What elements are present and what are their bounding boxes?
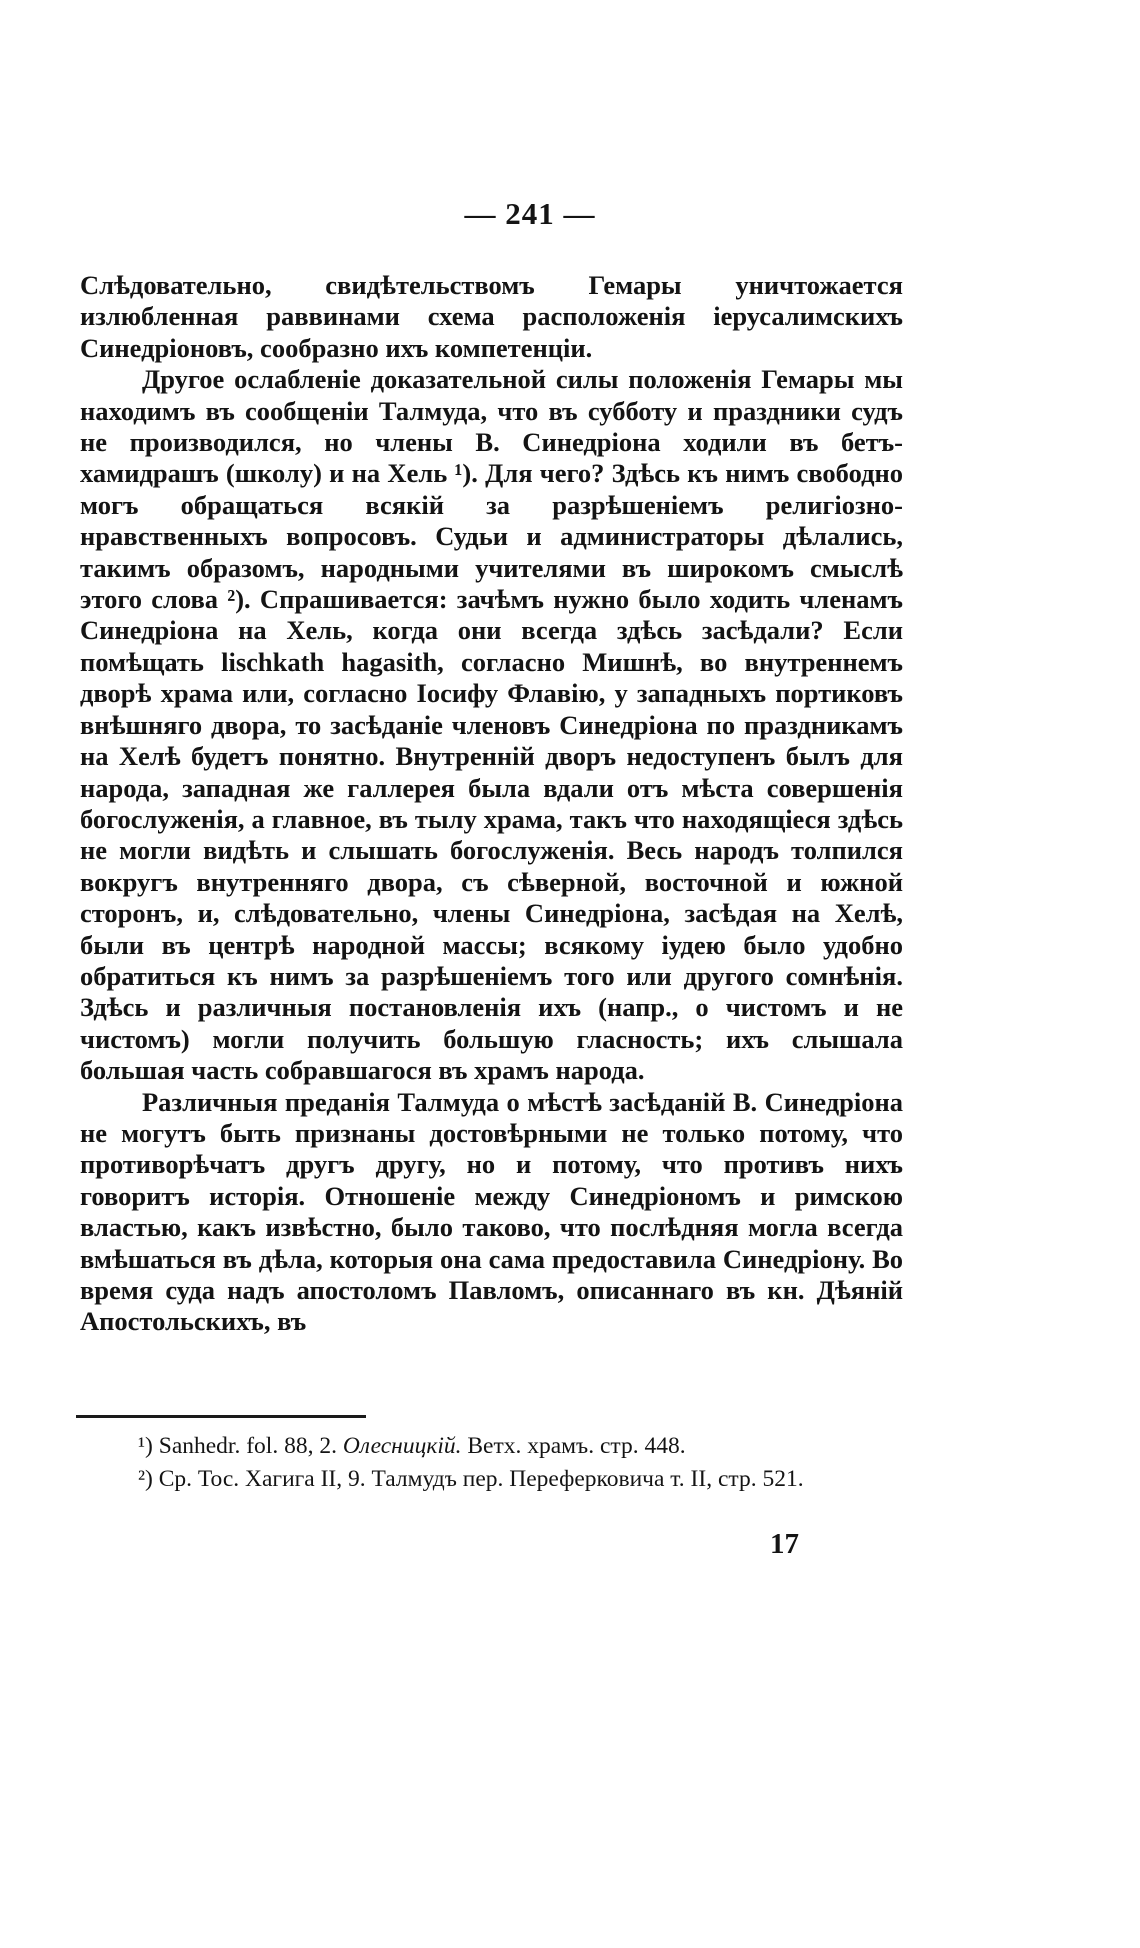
footnote-text: Ветх. храмъ. стр. 448. (461, 1433, 686, 1459)
footnote-text: Sanhedr. fol. 88, 2. (158, 1433, 343, 1459)
page-number-header: — 241 — (464, 196, 596, 231)
main-text (80, 270, 903, 1338)
paragraph: Различныя преданія Талмуда о мѣстѣ засѣданій В. Синедріона не могутъ быть признаны достовѣрными не только потому, что противорѣчатъ другъ другу, но и потому, что противъ нихъ говоритъ исторія. Отношеніе между Синедріономъ и римскою властью, какъ извѣстно, было таково, что послѣдняя могла всегда вмѣшаться въ дѣла, которыя она сама предоставила Синедріону. Во время суда надъ апостоломъ Павломъ, описаннаго въ кн. Дѣяній Апостольскихъ, въ (80, 1086, 903, 1337)
footnote-author: Олесницкій. (342, 1433, 462, 1459)
paragraph: Другое ослабленіе доказательной силы положенія Гемары мы находимъ въ сообщеніи Талмуда, что въ субботу и праздники судъ не производился, но члены В. Синедріона ходили въ бетъ-хамидрашъ (школу) и на Хель ¹). Для чего? Здѣсь къ нимъ свободно могъ обращаться всякій за разрѣшеніемъ религіозно-нравственныхъ вопросовъ. Судьи и администраторы дѣлались, такимъ образомъ, народными учителями въ широкомъ смыслѣ этого слова ²). Спрашивается: зачѣмъ нужно было ходить членамъ Синедріона на Хель, когда они всегда здѣсь засѣдали? Если помѣщать lischkath hagasith, согласно Мишнѣ, во внутреннемъ дворѣ храма или, согласно Іосифу Флавію, у западныхъ портиковъ внѣшняго двора, то засѣданіе членовъ Синедріона по праздникамъ на Хелѣ будетъ понятно. Внутренній дворъ недоступенъ былъ для народа, западная же галлерея была вдали отъ мѣста совершенія богослуженія, а главное, въ тылу храма, такъ что находящіеся здѣсь не могли видѣть и слышать богослуженія. Весь народъ толпился вокругъ внутренняго двора, съ сѣверной, восточной и южной сторонъ, и, слѣдовательно, члены Синедріона, засѣдая на Хелѣ, были въ центрѣ народной массы; всякому іудею было удобно обратиться къ нимъ за разрѣшеніемъ того или другого сомнѣнія. Здѣсь и различныя постановленія ихъ (напр., о чистомъ и не чистомъ) могли получить большую гласность; ихъ слышала большая часть собравшагося въ храмъ народа. (80, 364, 903, 1086)
paragraph: Слѣдовательно, свидѣтельствомъ Гемары уничтожается излюбленная раввинами схема расположенія іерусалимскихъ Синедріоновъ, сообразно ихъ компетенціи. (80, 270, 903, 363)
footnote-mark: ¹) (138, 1433, 153, 1459)
footnote-mark: ²) (138, 1466, 153, 1492)
footnote-divider (76, 1415, 366, 1418)
footnote (76, 1463, 904, 1496)
footnote (76, 1430, 904, 1463)
signature-mark: 17 (770, 1528, 799, 1560)
footnotes (76, 1430, 904, 1496)
footnote-text: Ср. Тос. Хагига II, 9. Талмудъ пер. Переферковича т. II, стр. 521. (158, 1466, 804, 1492)
